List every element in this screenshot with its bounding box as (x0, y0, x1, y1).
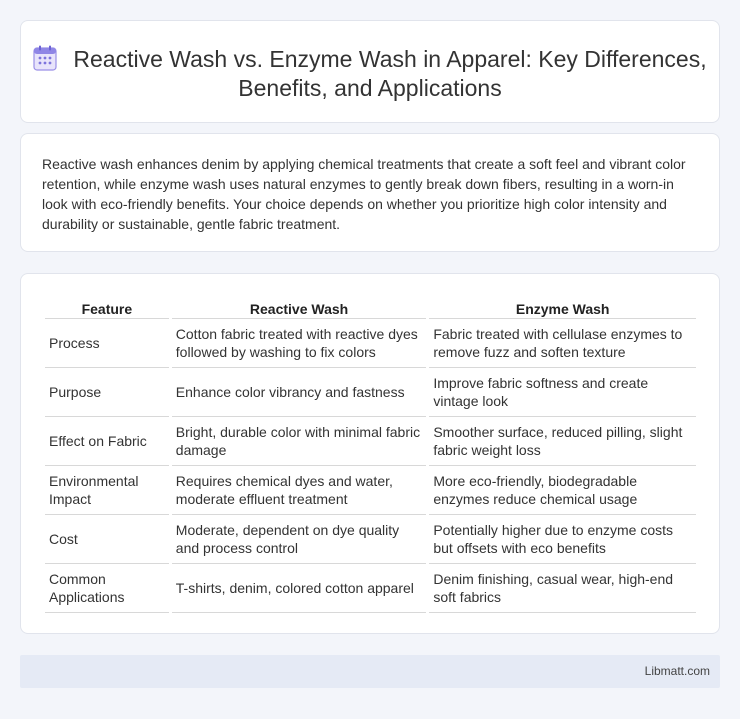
row-feature: Process (45, 319, 169, 368)
row-enzyme-value: Smoother surface, reduced pilling, slight fabric weight loss (429, 417, 696, 466)
comparison-table (42, 297, 699, 613)
intro-card (20, 133, 720, 252)
comparison-card (20, 273, 720, 634)
row-enzyme-value: Improve fabric softness and create vintage look (429, 368, 696, 417)
row-enzyme-value: Fabric treated with cellulase enzymes to remove fuzz and soften texture (429, 319, 696, 368)
table-row (45, 368, 696, 417)
table-row (45, 564, 696, 613)
footer-bar (20, 655, 720, 688)
row-enzyme-value: Denim finishing, casual wear, high-end soft fabrics (429, 564, 696, 613)
row-reactive-value: Enhance color vibrancy and fastness (172, 368, 427, 417)
table-row (45, 466, 696, 515)
row-feature: Purpose (45, 368, 169, 417)
header-reactive-wash: Reactive Wash (172, 297, 427, 319)
row-enzyme-value: Potentially higher due to enzyme costs but offsets with eco benefits (429, 515, 696, 564)
calendar-icon (33, 45, 57, 71)
footer-brand-link[interactable]: Libmatt.com (644, 664, 710, 678)
row-reactive-value: Requires chemical dyes and water, moderate effluent treatment (172, 466, 427, 515)
row-feature: Common Applications (45, 564, 169, 613)
table-row (45, 515, 696, 564)
page-title-text: Reactive Wash vs. Enzyme Wash in Apparel: Key Differences, Benefits, and Applications (73, 46, 707, 101)
intro-paragraph: Reactive wash enhances denim by applying chemical treatments that create a soft feel and vibrant color retention, while enzyme wash uses natural enzymes to gently break down fibers, resulting in a worn-in look with eco-friendly benefits. Your choice depends on whether you prioritize high color intensity and durability or sustainable, gentle fabric treatment. (42, 156, 686, 232)
row-feature: Environmental Impact (45, 466, 169, 515)
row-enzyme-value: More eco-friendly, biodegradable enzymes reduce chemical usage (429, 466, 696, 515)
table-header-row (45, 297, 696, 319)
row-reactive-value: Moderate, dependent on dye quality and process control (172, 515, 427, 564)
row-reactive-value: Cotton fabric treated with reactive dyes followed by washing to fix colors (172, 319, 427, 368)
page-title (21, 45, 719, 103)
title-card (20, 20, 720, 123)
header-enzyme-wash: Enzyme Wash (429, 297, 696, 319)
row-reactive-value: Bright, durable color with minimal fabric damage (172, 417, 427, 466)
row-reactive-value: T-shirts, denim, colored cotton apparel (172, 564, 427, 613)
header-feature: Feature (45, 297, 169, 319)
table-row (45, 417, 696, 466)
row-feature: Cost (45, 515, 169, 564)
table-row (45, 319, 696, 368)
row-feature: Effect on Fabric (45, 417, 169, 466)
